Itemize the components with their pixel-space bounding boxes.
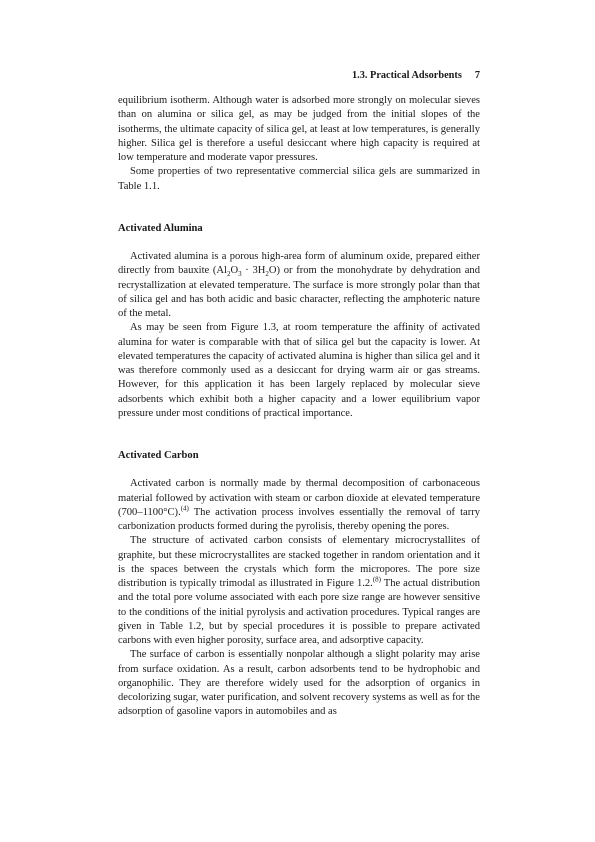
paragraph: Some properties of two representative commercial silica gels are summarized in Table 1.1.	[118, 166, 480, 192]
section-title: 1.3. Practical Adsorbents	[352, 70, 462, 81]
paragraph: Activated carbon is normally made by thermal decomposition of carbonaceous material followed by activation with steam or carbon dioxide at elevated temperature (700–1100°C).$^{(4)}$ The activation process involves essentially the removal of tarry carbonization products formed during the pyrolisis, thereby opening the pores.	[118, 478, 480, 532]
paragraph: The surface of carbon is essentially nonpolar although a slight polarity may arise from surface oxidation. As a result, carbon adsorbents tend to be hydrophobic and organophilic. They are therefore widely used for the adsorption of organics in decolorizing sugar, water purification, and solvent recovery systems as well as for the adsorption of gasoline vapors in automobiles and as	[118, 649, 480, 718]
section-heading-activated-carbon: Activated Carbon	[118, 450, 199, 461]
paragraph: equilibrium isotherm. Although water is adsorbed more strongly on molecular sieves than on alumina or silica gel, as may be judged from the initial slopes of the isotherms, the ultimate capacity of silica gel, at least at low temperatures, is generally higher. Silica gel is therefore a useful desiccant where high capacity is required at low temperature and moderate vapor pressures.	[118, 95, 480, 163]
page-number: 7	[474, 70, 480, 81]
section-heading-activated-alumina: Activated Alumina	[118, 222, 203, 234]
paragraph: As may be seen from Figure 1.3, at room temperature the affinity of activated alumina for water is comparable with that of silica gel but the capacity is lower. At elevated temperatures the capacity of activated alumina is higher than silica gel and it was therefore commonly used as a desiccant for drying warm air or gas streams. However, for this application it has been largely replaced by molecular sieve adsorbents which exhibit both a higher capacity and a lower equilibrium vapor pressure under most conditions of practical importance.	[118, 322, 480, 419]
body-text	[118, 94, 480, 720]
running-head	[118, 70, 480, 81]
paragraph: Activated alumina is a porous high-area form of aluminum oxide, prepared either directly from bauxite $(Al_2O_3 \cdot 3H_2O)$ or from the monohydrate by dehydration and recrystallization at elevated temperature. The surface is more strongly polar than that of silica gel and has both acidic and basic character, reflecting the amphoteric nature of the metal.	[118, 251, 480, 319]
paragraph: The structure of activated carbon consists of elementary microcrystallites of graphite, but these microcrystallites are stacked together in random orientation and it is the spaces between the crystals which form the micropores. The pore size distribution is typically trimodal as illustrated in Figure 1.2.$^{(8)}$ The actual distribution and the total pore volume associated with each pore size range are however sensitive to the conditions of the initial pyrolysis and activation procedures. Typical ranges are given in Table 1.2, but by special procedures it is possible to prepare activated carbons with even higher porosity, surface area, and adsorptive capacity.	[118, 535, 480, 646]
